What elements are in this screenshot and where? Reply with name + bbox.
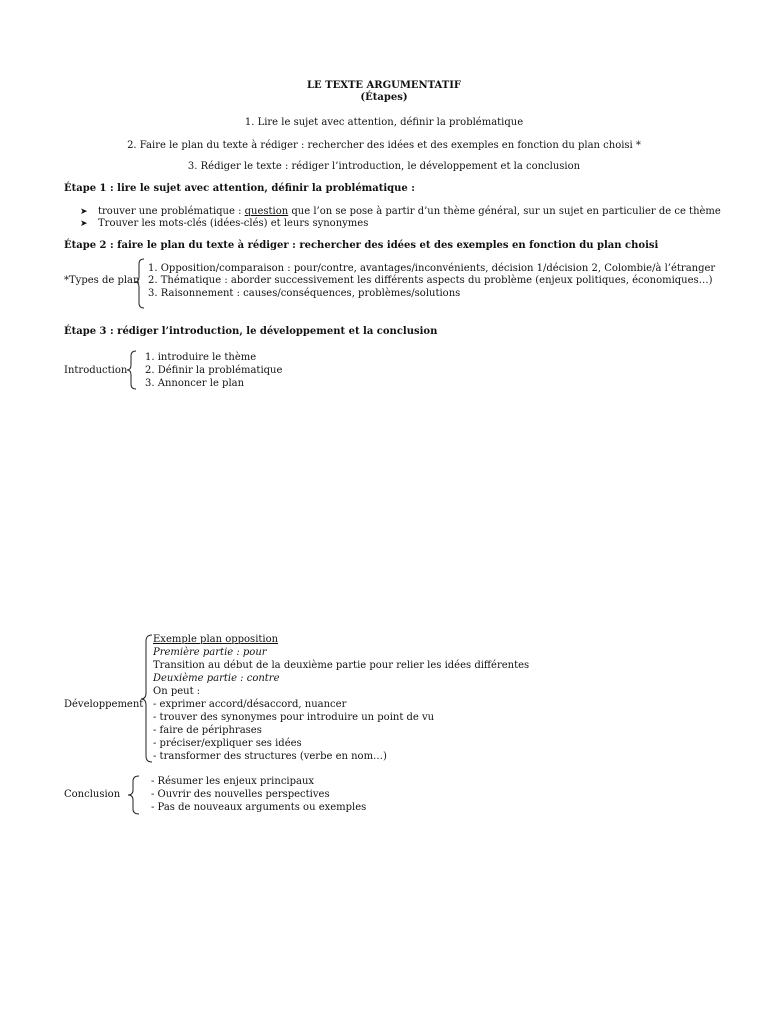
arrow-bullet-icon: ➤ xyxy=(80,219,88,229)
document-title: LE TEXTE ARGUMENTATIF xyxy=(307,80,461,91)
transition-text: Transition au début de la deuxième partie pour relier les idées différentes xyxy=(153,660,530,671)
intro-item-1: 1. introduire le thème xyxy=(145,352,257,363)
brace-developpement xyxy=(140,634,154,764)
etape2-heading: Étape 2 : faire le plan du texte à rédiger : rechercher des idées et des exemples en fonction du plan choisi xyxy=(64,240,659,251)
etape1-heading: Étape 1 : lire le sujet avec attention, définir la problématique : xyxy=(64,183,415,194)
dev-item-2: - trouver des synonymes pour introduire un point de vu xyxy=(153,712,435,723)
plan-type-1: 1. Opposition/comparaison : pour/contre, avantages/inconvénients, décision 1/décision 2, Colombie/à l’étranger xyxy=(148,263,716,274)
conclusion-label: Conclusion xyxy=(64,789,121,800)
brace-conclusion xyxy=(127,775,141,815)
brace-types-de-plan xyxy=(134,258,146,310)
plan-type-3: 3. Raisonnement : causes/conséquences, problèmes/solutions xyxy=(148,288,461,299)
introduction-label: Introduction xyxy=(64,365,128,376)
etape3-heading: Étape 3 : rédiger l’introduction, le développement et la conclusion xyxy=(64,326,438,337)
underlined-word: question xyxy=(244,206,289,217)
step-overview-2: 2. Faire le plan du texte à rédiger : rechercher des idées et des exemples en fonction du plan choisi * xyxy=(127,140,641,151)
step-overview-3: 3. Rédiger le texte : rédiger l’introduction, le développement et la conclusion xyxy=(187,161,581,172)
bullet-text: trouver une problématique : xyxy=(98,206,245,217)
dev-item-3: - faire de périphrases xyxy=(153,725,262,736)
developpement-label: Développement xyxy=(64,699,144,710)
intro-item-3: 3. Annoncer le plan xyxy=(145,378,245,389)
dev-item-4: - préciser/expliquer ses idées xyxy=(153,738,302,749)
conclusion-item-1: - Résumer les enjeux principaux xyxy=(151,776,315,787)
brace-introduction xyxy=(126,350,138,390)
deuxieme-partie: Deuxième partie : contre xyxy=(153,673,280,684)
document-subtitle: (Étapes) xyxy=(360,92,408,103)
arrow-bullet-icon: ➤ xyxy=(80,207,88,217)
on-peut: On peut : xyxy=(153,686,201,697)
premiere-partie: Première partie : pour xyxy=(153,647,267,658)
conclusion-item-3: - Pas de nouveaux arguments ou exemples xyxy=(151,802,367,813)
types-de-plan-label: *Types de plan xyxy=(64,275,140,286)
bullet-text: Trouver les mots-clés (idées-clés) et leurs synonymes xyxy=(98,218,369,229)
conclusion-item-2: - Ouvrir des nouvelles perspectives xyxy=(151,789,330,800)
plan-type-2: 2. Thématique : aborder successivement les différents aspects du problème (enjeux politiques, économiques…) xyxy=(148,275,713,286)
step-overview-1: 1. Lire le sujet avec attention, définir la problématique xyxy=(244,117,524,128)
exemple-plan-title: Exemple plan opposition xyxy=(153,634,279,645)
intro-item-2: 2. Définir la problématique xyxy=(145,365,283,376)
bullet-text-rest: que l’on se pose à partir d’un thème général, sur un sujet en particulier de ce thème xyxy=(288,206,721,217)
etape1-bullet-2 xyxy=(80,217,368,231)
dev-item-1: - exprimer accord/désaccord, nuancer xyxy=(153,699,347,710)
dev-item-5: - transformer des structures (verbe en nom…) xyxy=(153,751,387,762)
